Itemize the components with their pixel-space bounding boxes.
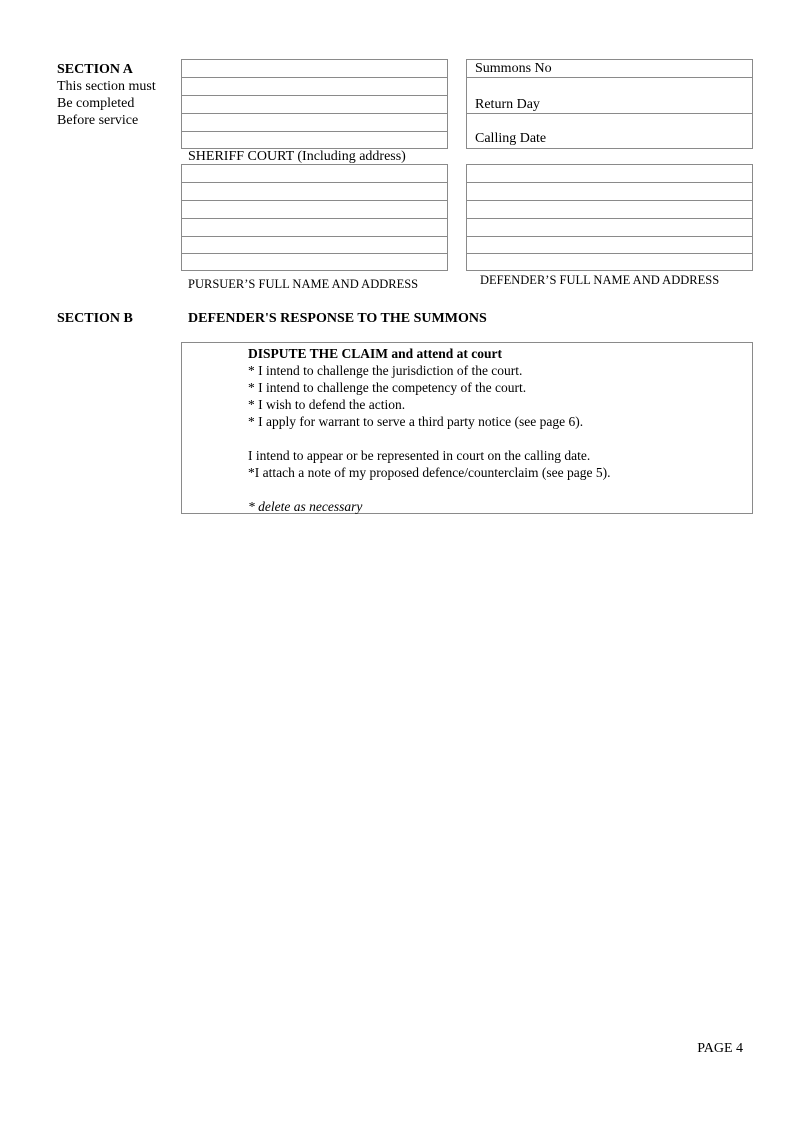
return-day-label: Return Day xyxy=(475,97,540,112)
summons-no-label: Summons No xyxy=(475,61,552,76)
response-item[interactable]: * I wish to defend the action. xyxy=(248,397,406,412)
dispute-claim-heading: DISPUTE THE CLAIM and attend at court xyxy=(248,346,503,361)
court-field-5[interactable] xyxy=(182,132,447,148)
section-a-title: SECTION A xyxy=(57,62,133,77)
defender-label: DEFENDER’S FULL NAME AND ADDRESS xyxy=(480,273,720,287)
court-field-1[interactable] xyxy=(182,60,447,76)
pursuer-field-2[interactable] xyxy=(182,183,447,199)
response-item[interactable]: * I apply for warrant to serve a third party notice (see page 6). xyxy=(248,414,584,429)
defender-field-6[interactable] xyxy=(467,254,752,270)
defender-field-2[interactable] xyxy=(467,183,752,199)
delete-note: * delete as necessary xyxy=(248,499,363,514)
section-b-title: SECTION B xyxy=(57,311,133,326)
pursuer-box xyxy=(181,164,448,271)
pursuer-field-3[interactable] xyxy=(182,201,447,217)
defender-field-1[interactable] xyxy=(467,165,752,181)
pursuer-field-4[interactable] xyxy=(182,219,447,235)
response-item[interactable]: * I intend to challenge the jurisdiction of the court. xyxy=(248,363,523,378)
sheriff-court-label: SHERIFF COURT (Including address) xyxy=(188,149,406,164)
calling-date-label: Calling Date xyxy=(475,131,547,146)
court-field-2[interactable] xyxy=(182,78,447,94)
defender-field-4[interactable] xyxy=(467,219,752,235)
defender-box xyxy=(466,164,753,271)
defender-field-5[interactable] xyxy=(467,237,752,253)
section-a-line: Before service xyxy=(57,113,139,128)
sheriff-court-box xyxy=(181,59,448,149)
court-field-4[interactable] xyxy=(182,114,447,130)
court-field-3[interactable] xyxy=(182,96,447,112)
response-box xyxy=(181,342,753,514)
pursuer-field-1[interactable] xyxy=(182,165,447,181)
page-number: PAGE 4 xyxy=(697,1041,743,1056)
section-a-line: Be completed xyxy=(57,96,135,111)
pursuer-label: PURSUER’S FULL NAME AND ADDRESS xyxy=(188,277,419,291)
appear-statement: I intend to appear or be represented in court on the calling date. xyxy=(248,448,591,463)
section-b-heading: DEFENDER'S RESPONSE TO THE SUMMONS xyxy=(188,311,487,326)
section-a-label xyxy=(57,61,156,129)
attach-statement[interactable]: *I attach a note of my proposed defence/counterclaim (see page 5). xyxy=(248,465,611,480)
pursuer-field-6[interactable] xyxy=(182,254,447,270)
summons-box xyxy=(466,59,753,149)
defender-field-3[interactable] xyxy=(467,201,752,217)
response-item[interactable]: * I intend to challenge the competency of the court. xyxy=(248,380,527,395)
section-a-line: This section must xyxy=(57,79,156,94)
pursuer-field-5[interactable] xyxy=(182,237,447,253)
